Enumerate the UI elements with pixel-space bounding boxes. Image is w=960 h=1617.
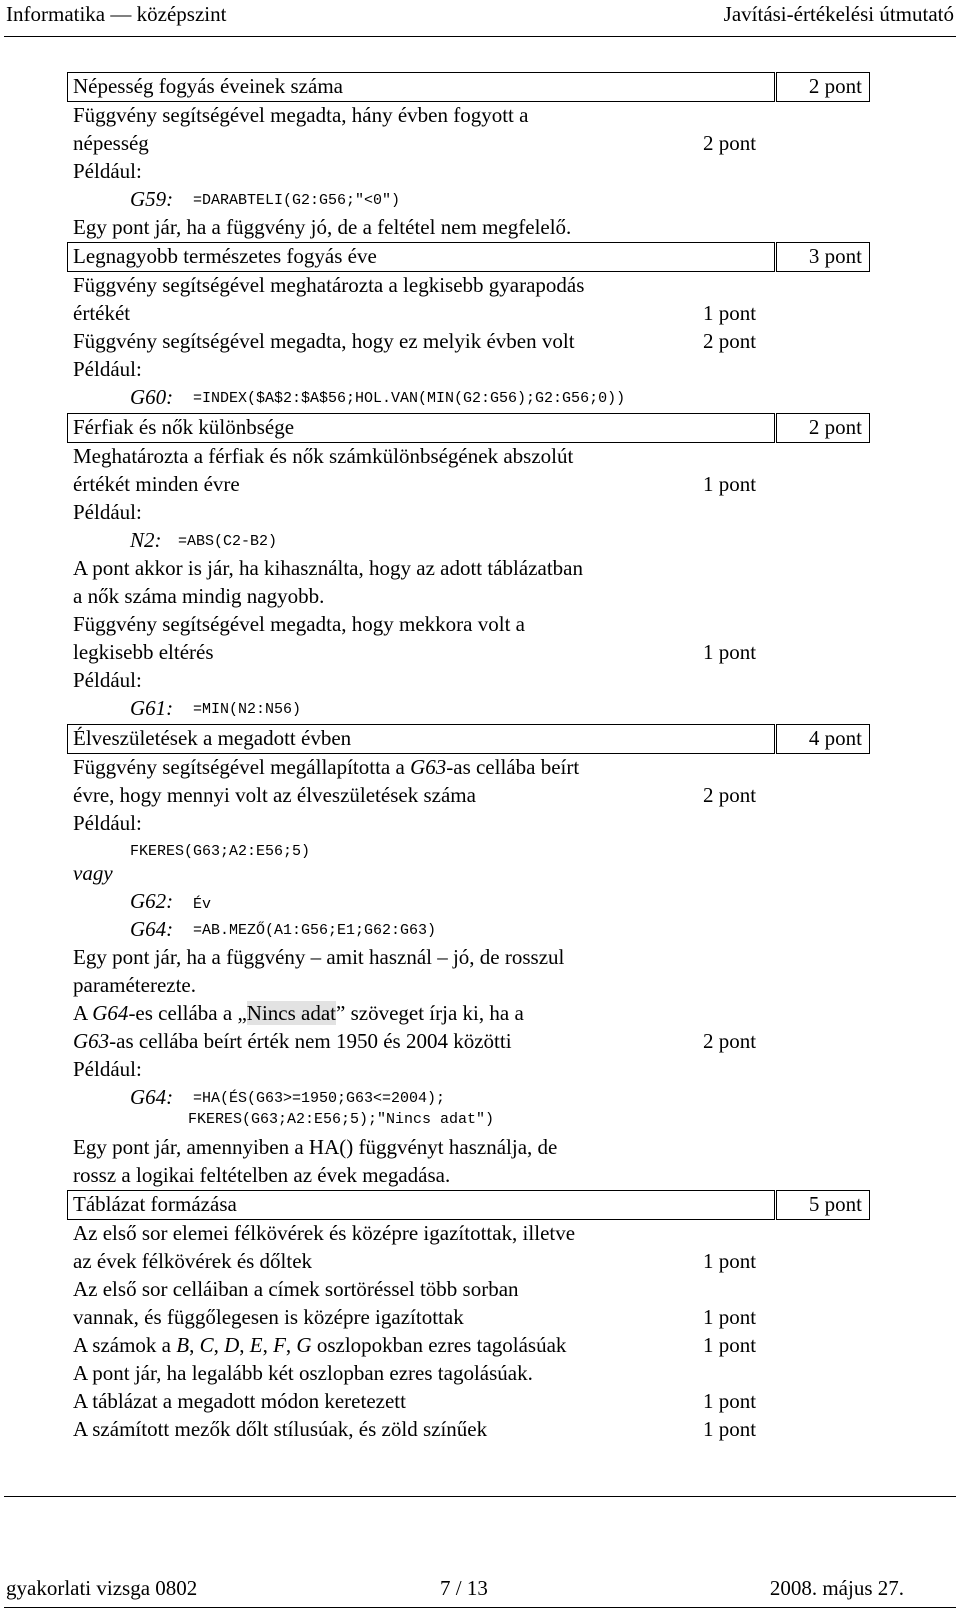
- text-span: -as cellába beírt: [446, 755, 580, 779]
- formula-cell: G59:: [130, 187, 174, 211]
- item-points: 2 pont: [703, 131, 757, 155]
- text-line: [73, 1027, 512, 1055]
- section-title: Férfiak és nők különbsége: [73, 415, 295, 439]
- text-span: -as cellába beírt érték nem 1950 és 2004 közötti: [109, 1029, 512, 1053]
- item-points: 2 pont: [703, 1029, 757, 1053]
- item-points: 1 pont: [703, 301, 757, 325]
- text-span: A: [73, 1001, 93, 1025]
- cell-ref: G64: [92, 1001, 129, 1025]
- text-line: Egy pont jár, amennyiben a HA() függvényt használja, de: [73, 1135, 558, 1159]
- footer-bottom-rule: [4, 1607, 956, 1608]
- section-title: Népesség fogyás éveinek száma: [73, 74, 343, 98]
- formula-code: =HA(ÉS(G63>=1950;G63<=2004);: [193, 1090, 446, 1107]
- column-ref: F: [273, 1333, 286, 1357]
- page-number: 7 / 13: [440, 1576, 488, 1600]
- formula-code: Év: [193, 896, 212, 913]
- formula-code: =INDEX($A$2:$A$56;HOL.VAN(MIN(G2:G56);G2:G56;0)): [193, 390, 626, 407]
- text-line: Egy pont jár, ha a függvény – amit használ – jó, de rosszul: [73, 945, 565, 969]
- text-span: ,: [213, 1333, 225, 1357]
- text-line: [73, 999, 524, 1027]
- formula-code: =ABS(C2-B2): [178, 533, 278, 550]
- formula-cell: N2:: [130, 528, 162, 552]
- text-span: Függvény segítségével megállapította a: [73, 755, 411, 779]
- section-points: 4 pont: [808, 726, 862, 750]
- text-line: vannak, és függőlegesen is középre igazítottak: [73, 1305, 464, 1329]
- column-ref: E: [249, 1333, 263, 1357]
- text-line: népesség: [73, 131, 149, 155]
- section-title: Élveszületések a megadott évben: [73, 726, 352, 750]
- formula-code: =AB.MEZŐ(A1:G56;E1;G62:G63): [193, 922, 437, 939]
- text-line: A pont jár, ha legalább két oszlopban ezres tagolásúak.: [73, 1361, 533, 1385]
- item-points: 2 pont: [703, 329, 757, 353]
- example-label: Például:: [73, 811, 142, 835]
- formula-code: =MIN(N2:N56): [193, 701, 302, 718]
- text-line: A pont akkor is jár, ha kihasználta, hogy az adott táblázatban: [73, 556, 583, 580]
- text-line: értékét: [73, 301, 131, 325]
- item-points: 1 pont: [703, 1389, 757, 1413]
- text-span: ” szöveget írja ki, ha a: [336, 1001, 524, 1025]
- text-span: ,: [262, 1333, 274, 1357]
- example-label: Például:: [73, 159, 142, 183]
- text-line: Függvény segítségével megadta, hogy ez melyik évben volt: [73, 329, 575, 353]
- formula-cell: G62:: [130, 889, 174, 913]
- formula-code: =DARABTELI(G2:G56;"<0"): [193, 192, 401, 209]
- example-label: Például:: [73, 668, 142, 692]
- formula-cell: G60:: [130, 385, 174, 409]
- text-line: Függvény segítségével megadta, hány évben fogyott a: [73, 103, 529, 127]
- text-line: Az első sor elemei félkövérek és középre igazítottak, illetve: [73, 1221, 576, 1245]
- formula-cell: G64:: [130, 1085, 174, 1109]
- footer-date: 2008. május 27.: [769, 1576, 904, 1600]
- highlighted-text: Nincs adat: [246, 1001, 337, 1025]
- footer-rule: [4, 1496, 956, 1497]
- item-points: 1 pont: [703, 1333, 757, 1357]
- text-line: a nők száma mindig nagyobb.: [73, 584, 325, 608]
- or-label: vagy: [73, 861, 113, 885]
- item-points: 1 pont: [703, 1417, 757, 1441]
- text-span: ,: [285, 1333, 297, 1357]
- section-points: 3 pont: [808, 244, 862, 268]
- example-label: Például:: [73, 1057, 142, 1081]
- item-points: 1 pont: [703, 1249, 757, 1273]
- text-line: Egy pont jár, ha a függvény jó, de a feltétel nem megfelelő.: [73, 215, 572, 239]
- column-ref: G: [296, 1333, 312, 1357]
- item-points: 1 pont: [703, 640, 757, 664]
- text-span: ,: [239, 1333, 250, 1357]
- section-title: Legnagyobb természetes fogyás éve: [73, 244, 377, 268]
- text-line: Az első sor celláiban a címek sortöréssel több sorban: [73, 1277, 519, 1301]
- column-ref: B: [176, 1333, 190, 1357]
- text-span: oszlopokban ezres tagolásúak: [311, 1333, 567, 1357]
- section-points: 2 pont: [808, 415, 862, 439]
- header-right: Javítási-értékelési útmutató: [723, 2, 954, 26]
- section-points: 2 pont: [808, 74, 862, 98]
- cell-ref: G63: [73, 1029, 110, 1053]
- section-points: 5 pont: [808, 1192, 862, 1216]
- footer-left: gyakorlati vizsga 0802: [6, 1576, 198, 1600]
- text-line: Meghatározta a férfiak és nők számkülönbségének abszolút: [73, 444, 574, 468]
- text-line: Függvény segítségével megadta, hogy mekkora volt a: [73, 612, 525, 636]
- formula-cell: G61:: [130, 696, 174, 720]
- text-span: A számok a: [73, 1333, 177, 1357]
- text-line: évre, hogy mennyi volt az élveszületések száma: [73, 783, 476, 807]
- text-line: A számított mezők dőlt stílusúak, és zöld színűek: [73, 1417, 488, 1441]
- text-line: paraméterezte.: [73, 973, 196, 997]
- header-rule: [4, 36, 956, 37]
- header-left: Informatika — középszint: [6, 2, 227, 26]
- item-points: 1 pont: [703, 1305, 757, 1329]
- formula-code: FKERES(G63;A2:E56;5): [130, 843, 311, 860]
- example-label: Például:: [73, 500, 142, 524]
- column-ref: C: [199, 1333, 214, 1357]
- text-line: Függvény segítségével meghatározta a legkisebb gyarapodás: [73, 273, 585, 297]
- item-points: 1 pont: [703, 472, 757, 496]
- cell-ref: G63: [410, 755, 447, 779]
- text-span: -es cellába a „: [128, 1001, 247, 1025]
- formula-cell: G64:: [130, 917, 174, 941]
- text-line: az évek félkövérek és dőltek: [73, 1249, 313, 1273]
- text-line: rossz a logikai feltételben az évek megadása.: [73, 1163, 451, 1187]
- text-line: értékét minden évre: [73, 472, 240, 496]
- text-line: [73, 753, 579, 781]
- text-line: A táblázat a megadott módon keretezett: [73, 1389, 406, 1413]
- text-line: [73, 1331, 566, 1359]
- text-span: ,: [189, 1333, 200, 1357]
- section-title: Táblázat formázása: [73, 1192, 237, 1216]
- example-label: Például:: [73, 357, 142, 381]
- formula-code: FKERES(G63;A2:E56;5);"Nincs adat"): [188, 1111, 495, 1128]
- column-ref: D: [224, 1333, 240, 1357]
- text-line: legkisebb eltérés: [73, 640, 214, 664]
- item-points: 2 pont: [703, 783, 757, 807]
